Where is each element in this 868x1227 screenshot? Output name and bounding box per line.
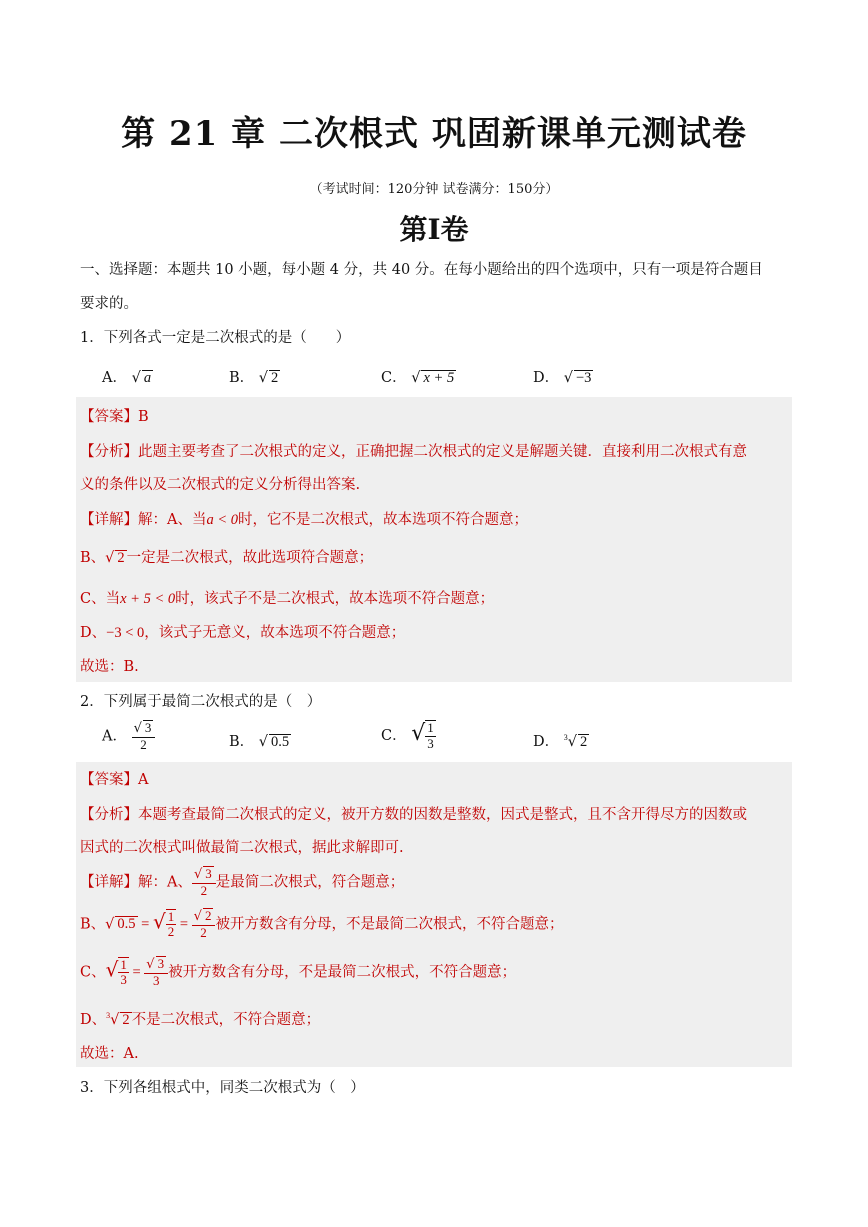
numerator: 1	[427, 720, 434, 735]
section-instructions-line1: 一、选择题：本题共 10 小题，每小题 4 分，共 40 分。在每小题给出的四个选项中，只有一项是符合题目	[80, 262, 763, 278]
q1-analysis-line1: 【分析】此题主要考查了二次根式的定义，正确把握二次根式的定义是解题关键．直接利用二次根式有意	[80, 444, 747, 460]
radicand: 0.5	[117, 916, 136, 933]
sqrt-icon: √	[133, 721, 142, 736]
numerator: 1	[167, 908, 175, 924]
denominator: 2	[200, 924, 207, 940]
fraction	[192, 866, 216, 899]
sqrt-icon: √	[258, 734, 269, 750]
denominator: 3	[427, 735, 434, 751]
radicand: 2	[271, 370, 279, 386]
q2-stem: 2．下列属于最简二次根式的是（ ）	[80, 694, 322, 710]
q1-choose: 故选：B.	[80, 659, 139, 675]
radicand: 2	[122, 1012, 130, 1028]
sqrt-icon: √	[258, 370, 269, 386]
radicand: 0.5	[271, 734, 290, 750]
q2-option-d	[533, 730, 589, 751]
detail-text: ，该式子无意义，故本选项不符合题意；	[144, 625, 406, 641]
sqrt-icon: √	[563, 370, 573, 386]
denominator: 3	[120, 972, 127, 988]
detail-text: 时，该式子不是二次根式，故本选项不符合题意；	[175, 591, 495, 607]
radicand: a	[143, 370, 152, 386]
option-label: C．	[381, 727, 407, 744]
cube-root-icon: √	[567, 734, 577, 750]
math-condition: −3 < 0	[106, 625, 145, 641]
q2-answer: 【答案】A	[80, 772, 149, 788]
option-label: B．	[229, 734, 255, 750]
option-label: A．	[102, 728, 127, 745]
detail-text: D、	[80, 625, 107, 641]
q1-detail-a	[80, 508, 528, 529]
q1-stem: 1．下列各式一定是二次根式的是（ ）	[80, 330, 351, 346]
fraction	[192, 908, 216, 941]
detail-text: 【详解】解：A、	[80, 874, 192, 891]
math-condition: x + 5 < 0	[120, 591, 176, 607]
exam-info: （考试时间：120分钟 试卷满分：150分）	[309, 182, 559, 197]
detail-text: C、	[80, 964, 106, 981]
radicand: x + 5	[423, 370, 455, 386]
detail-text: 一定是二次根式，故此选项符合题意；	[126, 550, 374, 566]
denominator: 2	[140, 736, 147, 752]
q1-detail-b	[80, 546, 373, 567]
detail-text: B、	[80, 916, 106, 933]
volume-heading: 第I卷	[399, 213, 469, 246]
fraction	[118, 957, 129, 989]
sqrt-icon: √	[105, 957, 119, 982]
q3-stem: 3．下列各组根式中，同类二次根式为（ ）	[80, 1080, 365, 1096]
sqrt-icon: √	[411, 370, 421, 386]
q1-analysis-line2: 义的条件以及二次根式的定义分析得出答案.	[80, 477, 361, 493]
sqrt-icon: √	[152, 909, 166, 934]
q2-detail-c: C、√ $\frac{1}{3}$ = $\frac{√ 3}{3}$ 被开方数含有分母，不是最简二次根式，不符合题意；	[80, 956, 517, 988]
root-index: 3	[563, 733, 568, 743]
q1-answer: 【答案】B	[80, 409, 149, 425]
detail-text: D、	[80, 1012, 107, 1028]
q2-analysis-line2: 因式的二次根式叫做最简二次根式，据此求解即可.	[80, 840, 404, 856]
q1-option-d	[533, 366, 593, 387]
q1-option-c	[381, 366, 456, 387]
q2-detail-d	[80, 1008, 320, 1029]
option-label: B．	[229, 370, 255, 386]
detail-text: 不是二次根式，不符合题意；	[131, 1012, 321, 1028]
detail-text: 被开方数含有分母，不是最简二次根式，不符合题意；	[215, 916, 564, 933]
q2-choose: 故选：A.	[80, 1046, 139, 1062]
page-title: 第 21 章 二次根式 巩固新课单元测试卷	[121, 114, 747, 154]
sqrt-icon: √	[193, 867, 203, 882]
denominator: 2	[200, 882, 208, 898]
numerator: 1	[120, 956, 127, 972]
sqrt-icon: √	[146, 957, 155, 972]
q1-option-b	[229, 366, 280, 387]
sqrt-icon: √	[193, 909, 202, 924]
option-label: D．	[533, 370, 560, 386]
sqrt-icon: √	[411, 720, 426, 746]
detail-text: 时，它不是二次根式，故本选项不符合题意；	[238, 512, 529, 528]
q1-detail-d	[80, 621, 405, 642]
q1-option-a	[102, 366, 153, 387]
detail-text: 【详解】解：A、当	[80, 512, 207, 528]
q2-detail-b: B、√ 0.5 = √ $\frac{1}{2}$ = $\frac{√ 2}{2}$ 被开方数含有分母，不是最简二次根式，不符合题意；	[80, 908, 564, 940]
detail-text: C、当	[80, 591, 121, 607]
fraction	[425, 720, 436, 752]
fraction	[132, 720, 156, 753]
q2-detail-a	[80, 866, 404, 899]
sqrt-icon: √	[105, 916, 115, 933]
radicand: 2	[580, 734, 588, 750]
radicand: 2	[117, 550, 125, 566]
option-label: D．	[533, 734, 560, 750]
cube-root-icon: √	[110, 1012, 120, 1028]
radicand: 3	[144, 720, 152, 735]
q2-option-a	[102, 720, 155, 753]
detail-text: B、	[80, 550, 106, 566]
q2-option-b	[229, 730, 291, 751]
denominator: 2	[167, 924, 175, 940]
sqrt-icon: √	[105, 550, 115, 566]
q1-detail-c	[80, 587, 494, 608]
detail-text: 被开方数含有分母，不是最简二次根式，不符合题意；	[168, 964, 517, 981]
radicand: 3	[205, 866, 212, 881]
sqrt-icon: √	[131, 370, 141, 386]
q2-option-c	[381, 720, 436, 752]
option-label: A．	[102, 370, 127, 386]
radicand: −3	[576, 370, 592, 386]
fraction	[166, 909, 177, 941]
radicand: 2	[204, 908, 212, 923]
detail-text: 是最简二次根式，符合题意；	[215, 874, 405, 891]
section-instructions-line2: 要求的。	[80, 296, 138, 312]
q2-analysis-line1: 【分析】本题考查最简二次根式的定义，被开方数的因数是整数，因式是整式，且不含开得尽方的因数或	[80, 807, 747, 823]
root-index: 3	[106, 1011, 111, 1021]
denominator: 3	[152, 972, 160, 988]
radicand: 3	[157, 956, 165, 971]
math-condition: a < 0	[206, 512, 239, 528]
fraction	[144, 956, 168, 989]
option-label: C．	[381, 370, 407, 386]
